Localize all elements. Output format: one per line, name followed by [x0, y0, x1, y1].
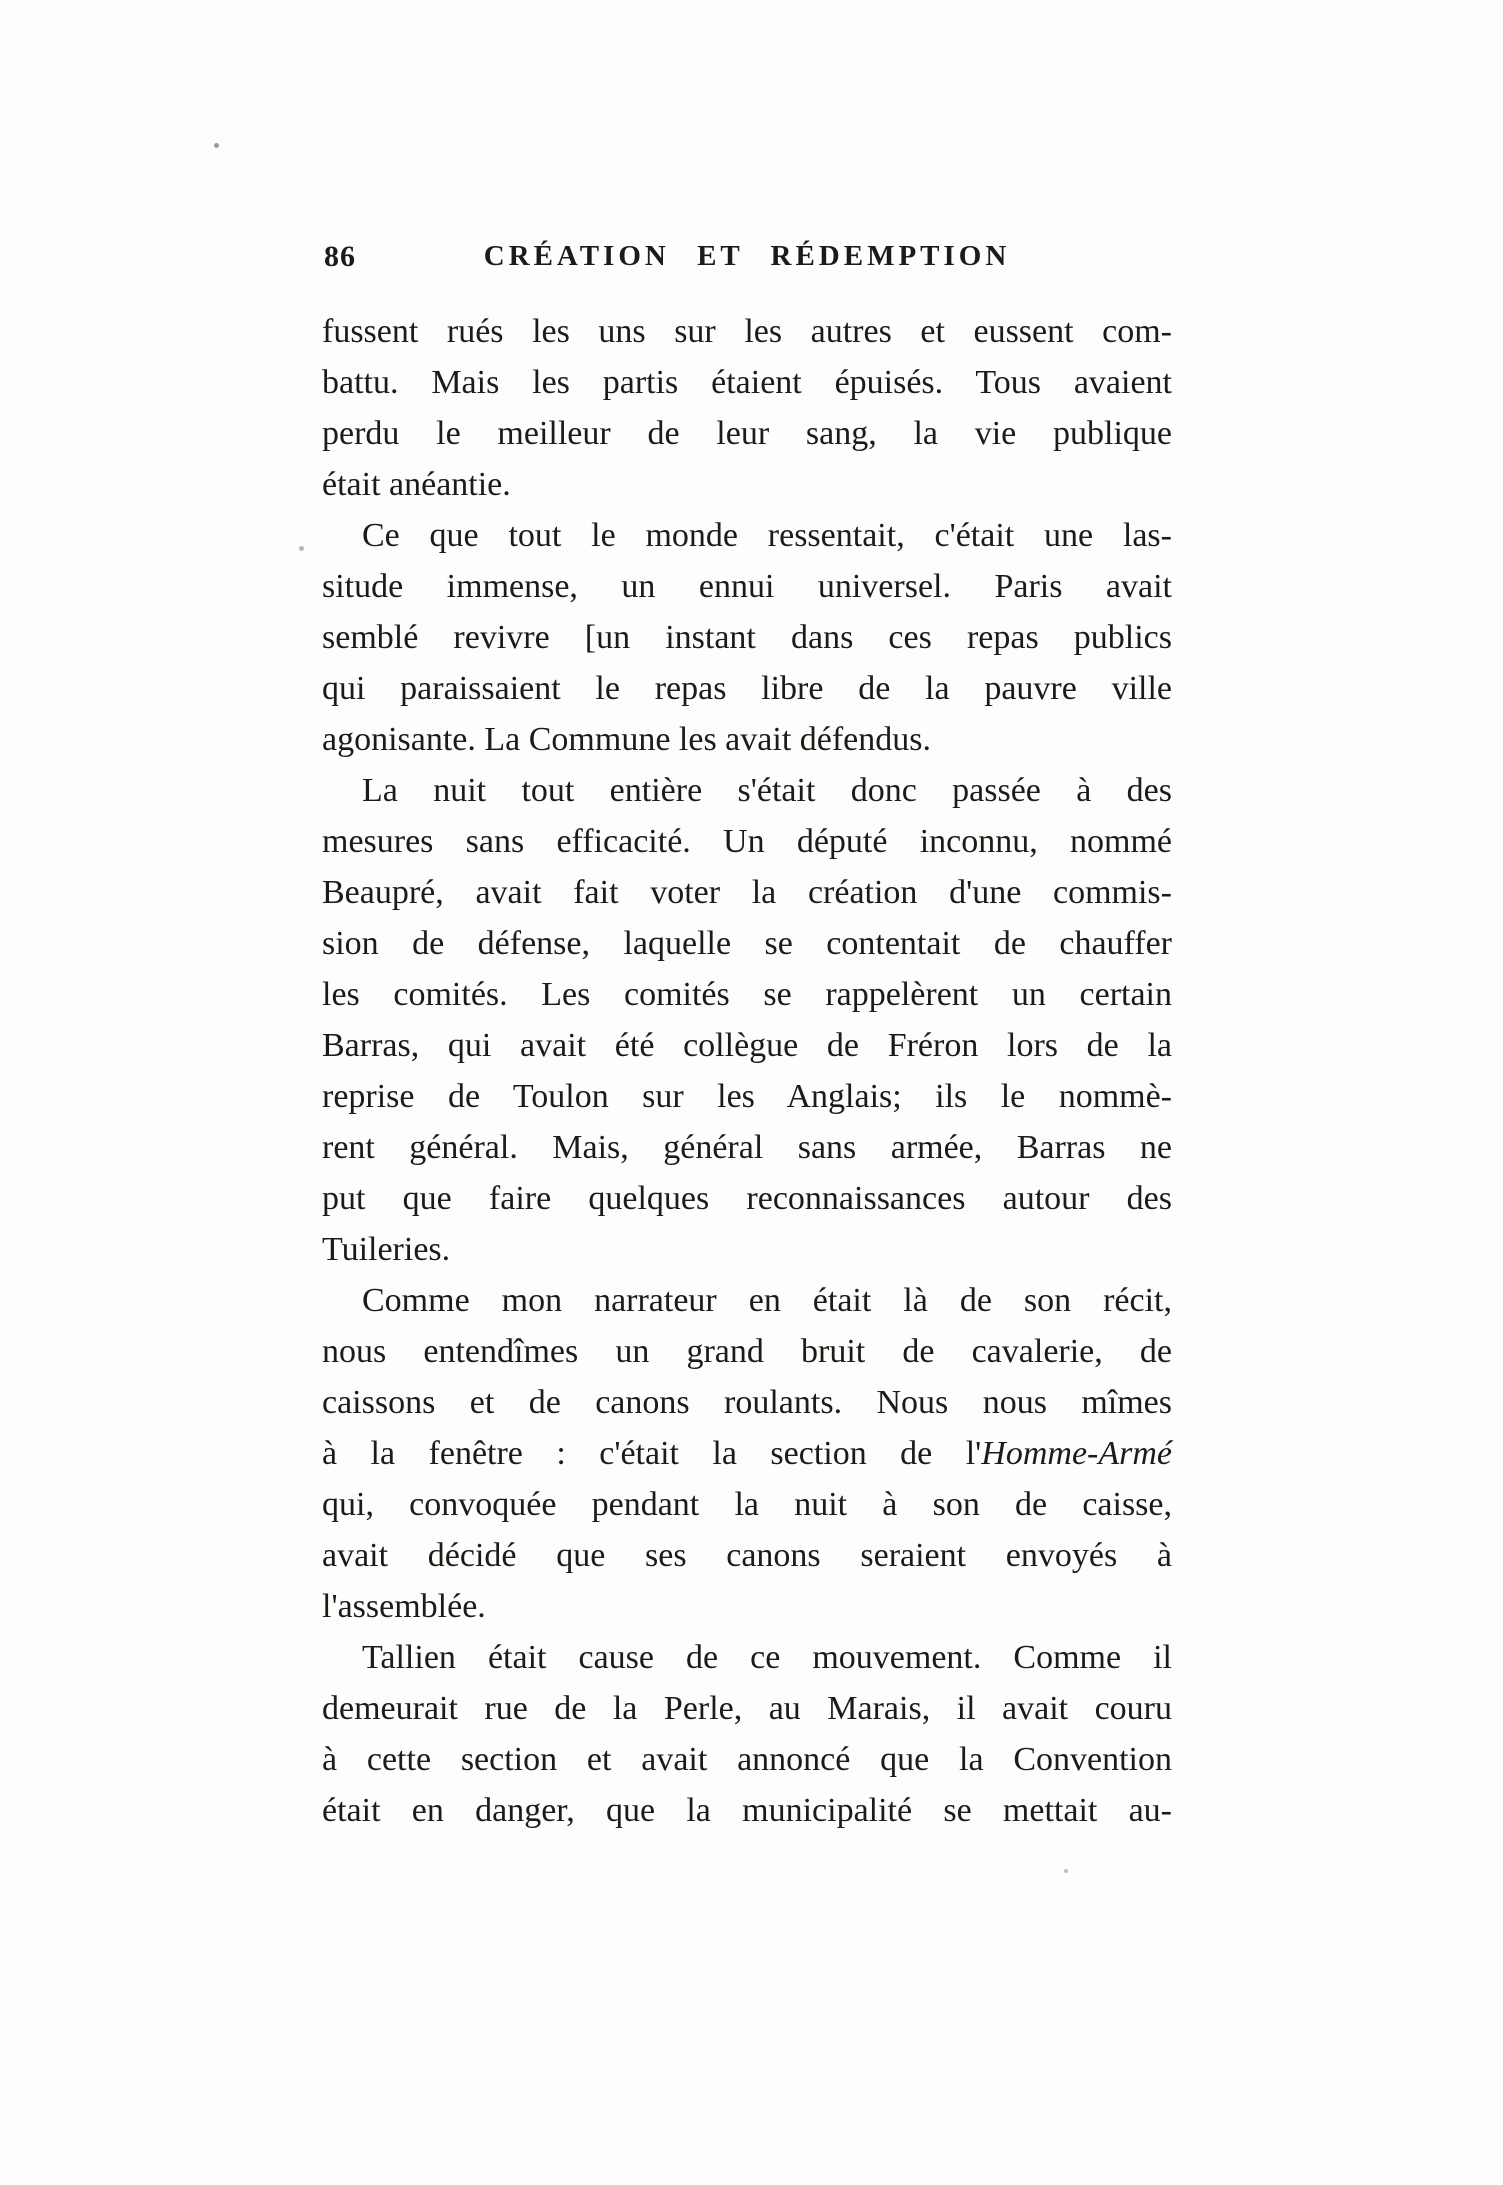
text-line: était anéantie.: [322, 466, 511, 503]
paragraph: [322, 1632, 1172, 1836]
page-header: [322, 240, 1172, 273]
text-line: à cette section et avait annoncé que la Convention: [322, 1741, 1172, 1778]
page-number: 86: [324, 240, 356, 273]
text-line: put que faire quelques reconnaissances autour des: [322, 1180, 1172, 1217]
scan-speck: [214, 143, 219, 148]
text-line: sion de défense, laquelle se contentait de chauffer: [322, 925, 1172, 962]
text-line: semblé revivre [un instant dans ces repas publics: [322, 619, 1172, 656]
text-line: l'assemblée.: [322, 1588, 486, 1625]
text-line: situde immense, un ennui universel. Paris avait: [322, 568, 1172, 605]
text-line: fussent rués les uns sur les autres et eussent com-: [322, 313, 1172, 350]
text-line: Ce que tout le monde ressentait, c'était une las-: [362, 517, 1172, 554]
text-line: Beaupré, avait fait voter la création d'une commis-: [322, 874, 1172, 911]
text-line: qui, convoquée pendant la nuit à son de caisse,: [322, 1486, 1172, 1523]
text-line: La nuit tout entière s'était donc passée à des: [362, 772, 1172, 809]
text-line: battu. Mais les partis étaient épuisés. Tous avaient: [322, 364, 1172, 401]
text-line: nous entendîmes un grand bruit de cavalerie, de: [322, 1333, 1172, 1370]
paragraph: [322, 306, 1172, 510]
text-line: reprise de Toulon sur les Anglais; ils le nommè-: [322, 1078, 1172, 1115]
scan-speck: [299, 546, 304, 551]
running-title: CRÉATION ET RÉDEMPTION: [483, 240, 1011, 272]
text-line: rent général. Mais, général sans armée, Barras ne: [322, 1129, 1172, 1166]
text-line: agonisante. La Commune les avait défendus.: [322, 721, 931, 758]
text-block: [322, 306, 1172, 1836]
text-line: était en danger, que la municipalité se mettait au-: [322, 1792, 1172, 1829]
text-line: Comme mon narrateur en était là de son récit,: [362, 1282, 1172, 1319]
text-line: les comités. Les comités se rappelèrent un certain: [322, 976, 1172, 1013]
paragraph: [322, 510, 1172, 765]
scan-speck: [1064, 1869, 1068, 1873]
text-line: caissons et de canons roulants. Nous nous mîmes: [322, 1384, 1172, 1421]
text-line: Tuileries.: [322, 1231, 451, 1268]
paragraph: [322, 1275, 1172, 1632]
text-line: perdu le meilleur de leur sang, la vie publique: [322, 415, 1172, 452]
text-line: demeurait rue de la Perle, au Marais, il avait couru: [322, 1690, 1172, 1727]
text-line: Barras, qui avait été collègue de Fréron lors de la: [322, 1027, 1172, 1064]
text-line: avait décidé que ses canons seraient envoyés à: [322, 1537, 1172, 1574]
paragraph: [322, 765, 1172, 1275]
text-line: à la fenêtre : c'était la section de l'Homme-Armé: [322, 1435, 1172, 1472]
text-line: Tallien était cause de ce mouvement. Comme il: [362, 1639, 1172, 1676]
text-line: mesures sans efficacité. Un député inconnu, nommé: [322, 823, 1172, 860]
text-line: qui paraissaient le repas libre de la pauvre ville: [322, 670, 1172, 707]
